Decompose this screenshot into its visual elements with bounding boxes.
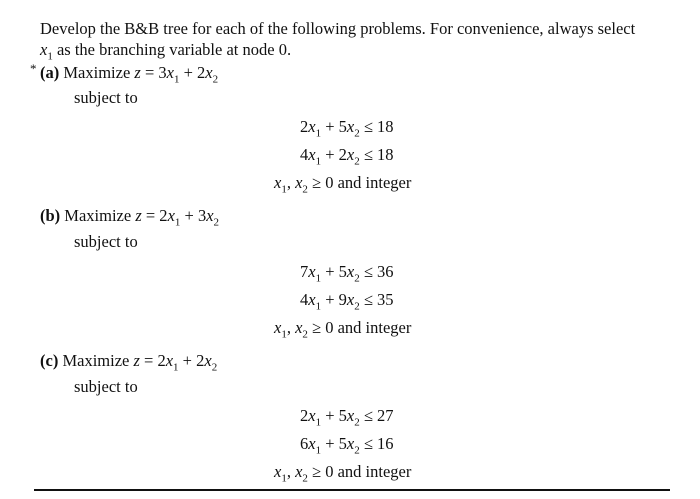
problem-a-constraint-2-text: $4x_1 + 2x_2 \le 18$ — [300, 145, 394, 168]
bottom-rule — [34, 489, 670, 491]
problem-a-label: (a) — [40, 63, 60, 82]
intro-variable: x — [40, 40, 48, 59]
problem-c-z: z — [133, 351, 140, 370]
problem-b-maximize: Maximize — [64, 206, 132, 225]
problem-c-constraint-1-text: $2x_1 + 5x_2 \le 27$ — [300, 406, 394, 429]
problem-a-nonnegativity-text: $x_1$, $x_2 \ge 0$ and integer — [274, 173, 412, 196]
problem-a-objective — [40, 63, 218, 85]
starred-marker: * — [30, 61, 37, 76]
problem-intro — [40, 18, 680, 67]
problem-c-constraint-2-text: $6x_1 + 5x_2 \le 16$ — [300, 434, 394, 457]
problem-b-z: z — [135, 206, 142, 225]
problem-c-maximize: Maximize — [62, 351, 130, 370]
problem-c-objective-expr: = $2x_1 + 2x_2$ — [144, 351, 218, 374]
problem-a-objective-expr: = $3x_1 + 2x_2$ — [144, 63, 219, 86]
problem-c-nonnegativity-text: $x_1$, $x_2 \ge 0$ and integer — [274, 462, 412, 485]
problem-b-objective-expr: = $2x_1 + 3x_2$ — [145, 206, 220, 229]
problem-b-subject-to: subject to — [74, 232, 138, 251]
problem-b-nonnegativity-text: $x_1$, $x_2 \ge 0$ and integer — [274, 318, 412, 341]
problem-a-maximize: Maximize — [63, 63, 131, 82]
problem-c-label: (c) — [40, 351, 59, 370]
problem-b-constraint-1-text: $7x_1 + 5x_2 \le 36$ — [300, 262, 394, 285]
problem-c-constraint-2 — [300, 434, 394, 456]
problem-c-constraint-1 — [300, 406, 394, 428]
problem-b-objective — [40, 206, 219, 228]
problem-b-nonnegativity — [274, 318, 411, 340]
problem-a-z: z — [134, 63, 141, 82]
intro-variable-subscript: 1 — [47, 50, 53, 63]
problem-b-constraint-2-text: $4x_1 + 9x_2 \le 35$ — [300, 290, 394, 313]
problem-c-objective — [40, 351, 217, 373]
problem-b-constraint-1 — [300, 262, 394, 284]
problem-a-subject-to: subject to — [74, 88, 138, 107]
problem-b-constraint-2 — [300, 290, 394, 312]
problem-a-constraint-1-text: $2x_1 + 5x_2 \le 18$ — [300, 117, 394, 140]
problem-b-label: (b) — [40, 206, 61, 225]
intro-line-1: Develop the B&B tree for each of the following problems. For convenience, always select — [40, 19, 636, 38]
problem-a-constraint-1 — [300, 117, 394, 139]
problem-c-subject-to: subject to — [74, 377, 138, 396]
problem-a-constraint-2 — [300, 145, 394, 167]
problem-c-nonnegativity — [274, 462, 411, 484]
problem-a-nonnegativity — [274, 173, 411, 195]
intro-line-2-text: as the branching variable at node 0. — [56, 40, 292, 59]
